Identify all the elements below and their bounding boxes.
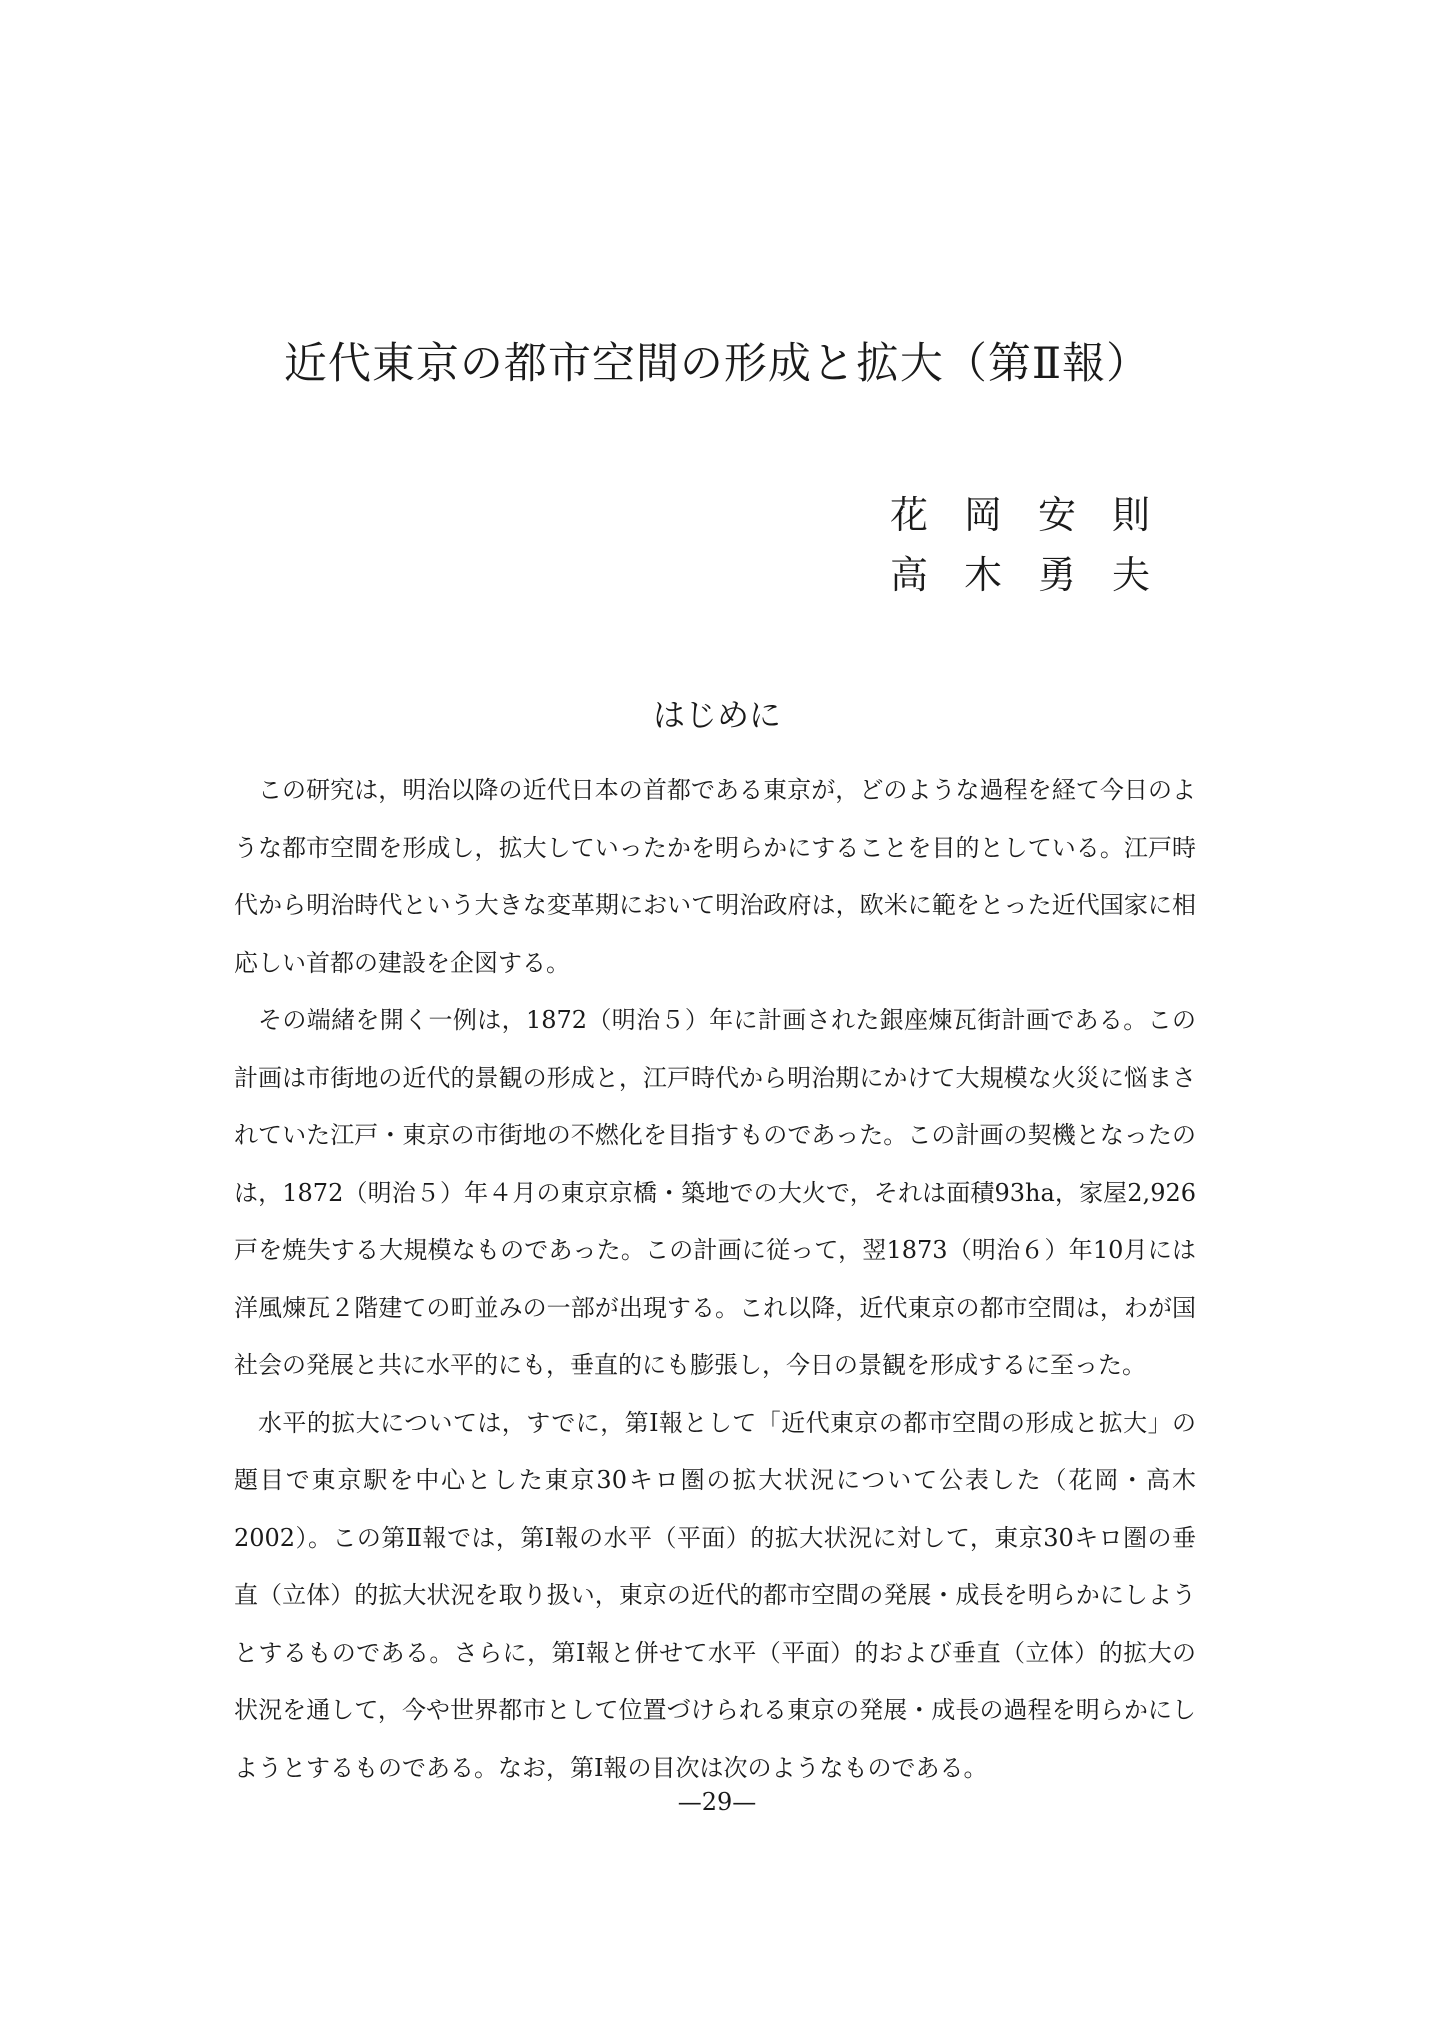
page-number: —29—: [677, 1788, 757, 1816]
paragraph: その端緒を開く一例は，1872（明治５）年に計画された銀座煉瓦街計画である。この計画は市街地の近代的景観の形成と，江戸時代から明治期にかけて大規模な火災に悩まされていた江戸・東京の市街地の不燃化を目指すものであった。この計画の契機となったのは，1872（明治５）年４月の東京京橋・築地での大火で，それは面積93ha，家屋2,926戸を焼失する大規模なものであった。この計画に従って，翌1873（明治６）年10月には洋風煉瓦２階建ての町並みの一部が出現する。これ以降，近代東京の都市空間は，わが国社会の発展と共に水平的にも，垂直的にも膨張し，今日の景観を形成するに至った。: [234, 1006, 1196, 1379]
paper-title: 近代東京の都市空間の形成と拡大（第Ⅱ報）: [283, 339, 1151, 389]
author-name: 高木勇夫: [890, 553, 1187, 597]
body-text: [234, 762, 1196, 1797]
author-name: 花岡安則: [890, 493, 1187, 537]
section-heading: はじめに: [652, 696, 781, 734]
paragraph: この研究は，明治以降の近代日本の首都である東京が，どのような過程を経て今日のような都市空間を形成し，拡大していったかを明らかにすることを目的としている。江戸時代から明治時代という大きな変革期において明治政府は，欧米に範をとった近代国家に相応しい首都の建設を企図する。: [234, 776, 1196, 977]
paragraph: 水平的拡大については，すでに，第Ⅰ報として「近代東京の都市空間の形成と拡大」の題目で東京駅を中心とした東京30キロ圏の拡大状況について公表した（花岡・高木2002）。この第Ⅱ報では，第Ⅰ報の水平（平面）的拡大状況に対して，東京30キロ圏の垂直（立体）的拡大状況を取り扱い，東京の近代的都市空間の発展・成長を明らかにしようとするものである。さらに，第Ⅰ報と併せて水平（平面）的および垂直（立体）的拡大の状況を通して，今や世界都市として位置づけられる東京の発展・成長の過程を明らかにしようとするものである。なお，第Ⅰ報の目次は次のようなものである。: [234, 1408, 1196, 1782]
author-list: [890, 485, 1190, 605]
